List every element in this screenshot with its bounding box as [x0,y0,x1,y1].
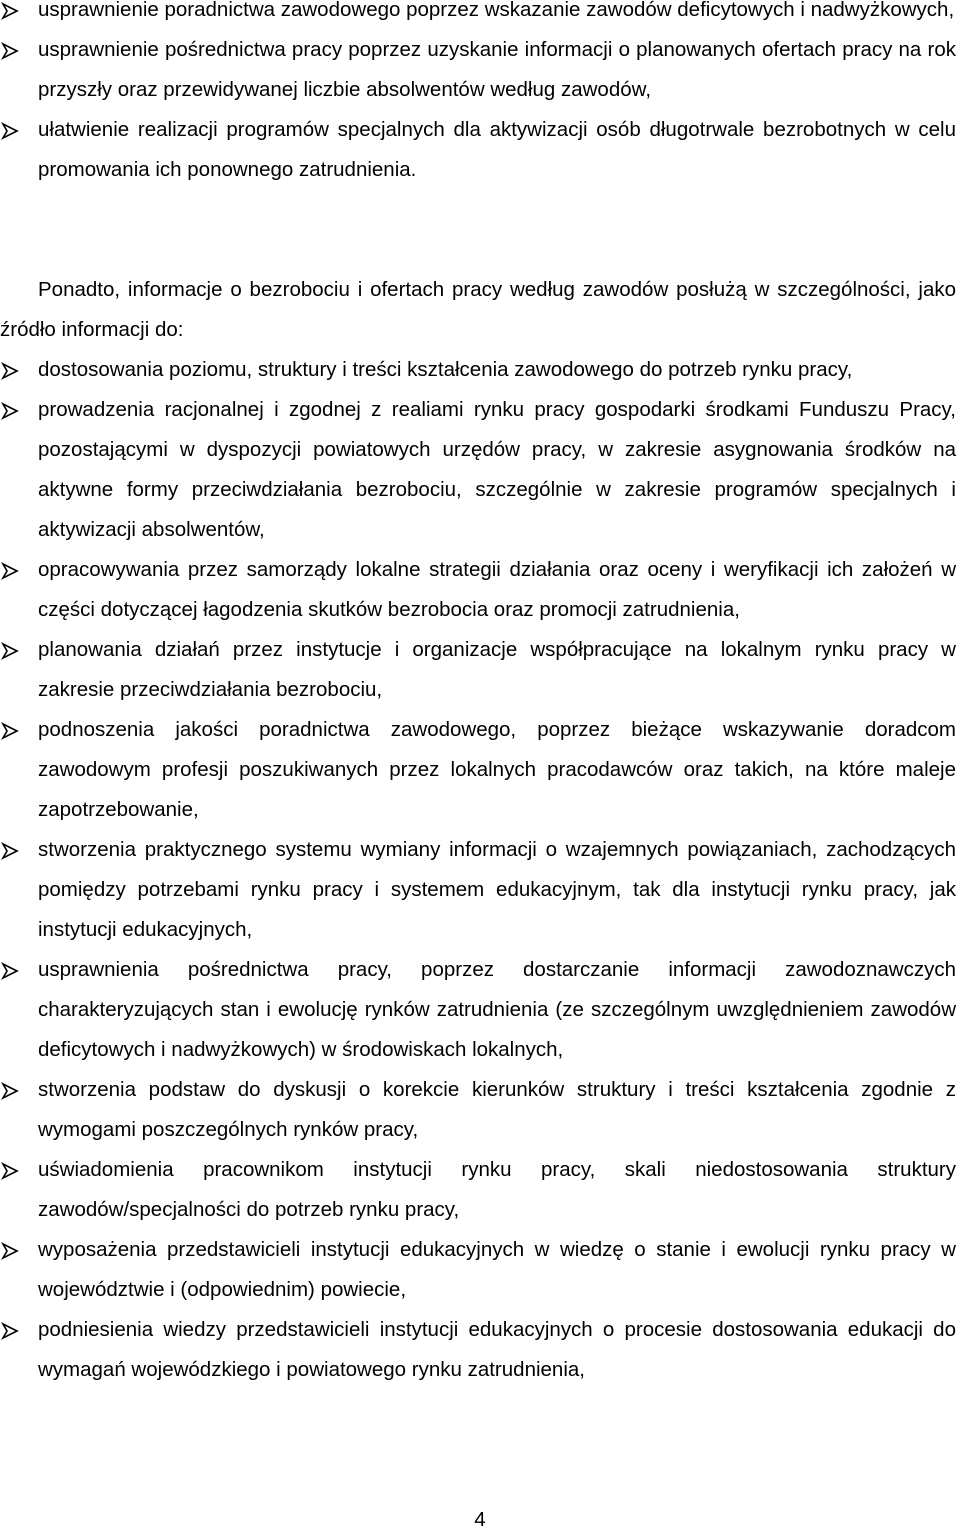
list-item-text: wyposażenia przedstawicieli instytucji edukacyjnych w wiedzę o stanie i ewolucji rynku pracy w województwie i (odpowiednim) powiecie, [38,1238,956,1301]
list-item [38,830,956,950]
list-item-text: opracowywania przez samorządy lokalne strategii działania oraz oceny i weryfikacji ich założeń w części dotyczącej łagodzenia skutków bezrobocia oraz promocji zatrudnienia, [38,558,956,621]
list-item [38,550,956,630]
list-item [38,950,956,1070]
list-item-text: usprawnienie poradnictwa zawodowego poprzez wskazanie zawodów deficytowych i nadwyżkowych, [38,0,955,21]
list-item [38,1310,956,1390]
intro-paragraph: Ponadto, informacje o bezrobociu i ofertach pracy według zawodów posłużą w szczególności, jako źródło informacji do: [0,278,956,341]
arrowhead-bullet-icon [0,41,20,61]
list-item [38,710,956,830]
main-bullet-list [38,350,956,1390]
arrowhead-bullet-icon [0,721,20,741]
arrowhead-bullet-icon [0,1321,20,1341]
arrowhead-bullet-icon [0,1,20,21]
list-item [38,1070,956,1150]
arrowhead-bullet-icon [0,361,20,381]
list-item-text: ułatwienie realizacji programów specjalnych dla aktywizacji osób długotrwale bezrobotnych w celu promowania ich ponownego zatrudnienia. [38,118,956,181]
arrowhead-bullet-icon [0,561,20,581]
list-item [38,390,956,550]
list-item [38,110,956,190]
arrowhead-bullet-icon [0,961,20,981]
arrowhead-bullet-icon [0,1241,20,1261]
arrowhead-bullet-icon [0,401,20,421]
top-bullet-list [38,0,956,190]
list-item-text: prowadzenia racjonalnej i zgodnej z realiami rynku pracy gospodarki środkami Funduszu Pracy, pozostającymi w dyspozycji powiatowych urzędów pracy, w zakresie asygnowania środków na aktywne formy przeciwdziałania bezrobociu, szczególnie w zakresie programów specjalnych i aktywizacji absolwentów, [38,398,956,541]
arrowhead-bullet-icon [0,1161,20,1181]
list-item-text: podniesienia wiedzy przedstawicieli instytucji edukacyjnych o procesie dostosowania edukacji do wymagań wojewódzkiego i powiatowego rynku zatrudnienia, [38,1318,956,1381]
list-item [38,350,956,390]
list-item-text: usprawnienie pośrednictwa pracy poprzez uzyskanie informacji o planowanych ofertach pracy na rok przyszły oraz przewidywanej liczbie absolwentów według zawodów, [38,38,956,101]
arrowhead-bullet-icon [0,121,20,141]
list-item-text: usprawnienia pośrednictwa pracy, poprzez dostarczanie informacji zawodoznawczych charakteryzujących stan i ewolucję rynków zatrudnienia (ze szczególnym uwzględnieniem zawodów deficytowych i nadwyżkowych) w środowiskach lokalnych, [38,958,956,1061]
list-item-text: uświadomienia pracownikom instytucji rynku pracy, skali niedostosowania struktury zawodów/specjalności do potrzeb rynku pracy, [38,1158,956,1221]
list-item-text: stworzenia praktycznego systemu wymiany informacji o wzajemnych powiązaniach, zachodzących pomiędzy potrzebami rynku pracy i systemem edukacyjnym, tak dla instytucji rynku pracy, jak instytucji edukacyjnych, [38,838,956,941]
arrowhead-bullet-icon [0,1081,20,1101]
list-item-text: planowania działań przez instytucje i organizacje współpracujące na lokalnym rynku pracy w zakresie przeciwdziałania bezrobociu, [38,638,956,701]
list-item-text: stworzenia podstaw do dyskusji o korekcie kierunków struktury i treści kształcenia zgodnie z wymogami poszczególnych rynków pracy, [38,1078,956,1141]
arrowhead-bullet-icon [0,841,20,861]
list-item-text: dostosowania poziomu, struktury i treści kształcenia zawodowego do potrzeb rynku pracy, [38,358,853,381]
list-item [38,30,956,110]
list-item [38,630,956,710]
arrowhead-bullet-icon [0,641,20,661]
list-item [38,1230,956,1310]
list-item [38,0,956,30]
list-item-text: podnoszenia jakości poradnictwa zawodowego, poprzez bieżące wskazywanie doradcom zawodowym profesji poszukiwanych przez lokalnych pracodawców oraz takich, na które maleje zapotrzebowanie, [38,718,956,821]
page-number: 4 [474,1508,486,1531]
list-item [38,1150,956,1230]
